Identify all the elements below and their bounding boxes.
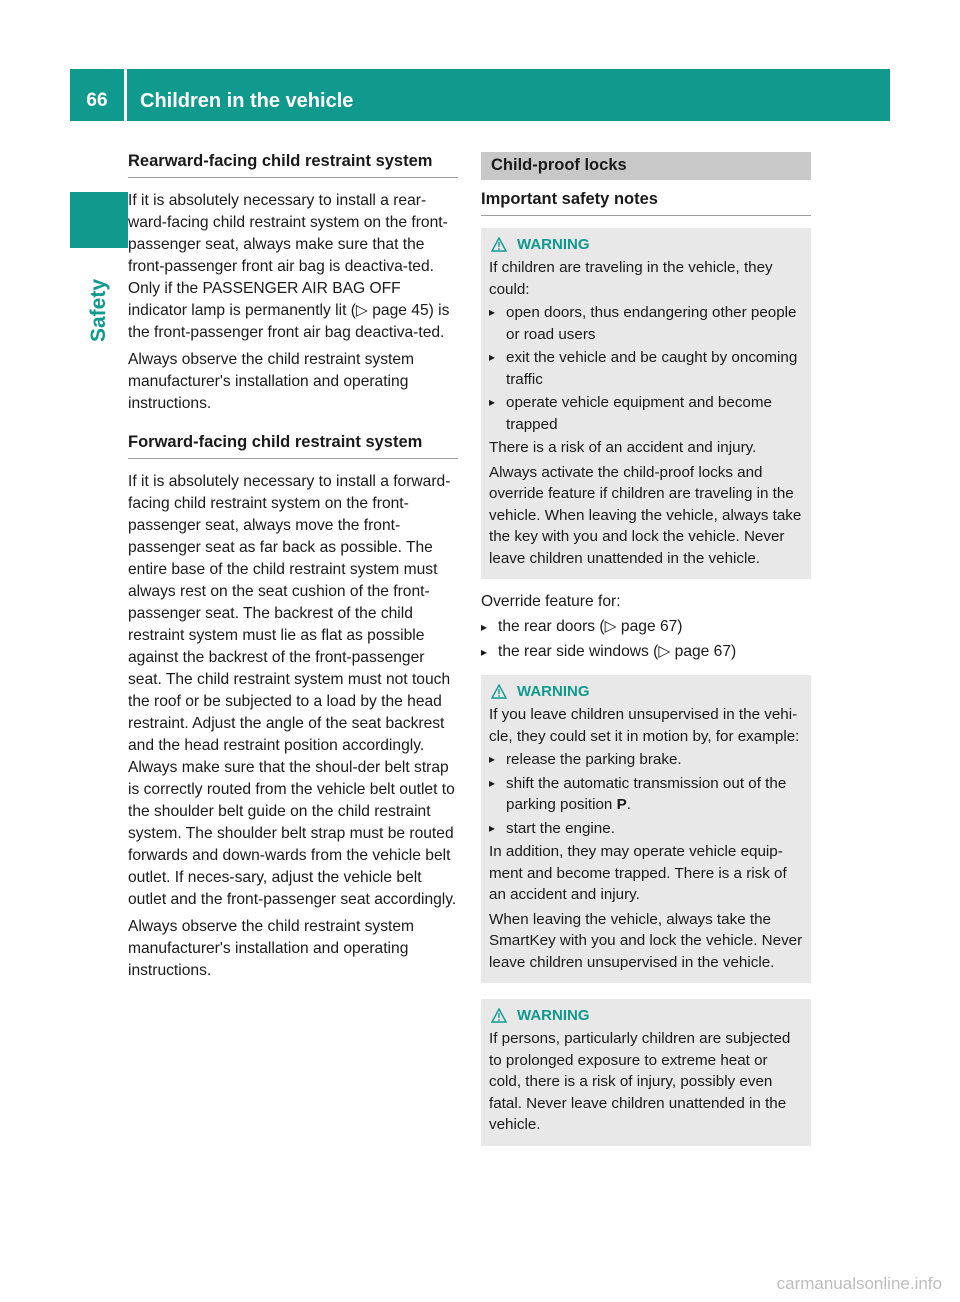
warning-triangle-icon — [491, 237, 507, 252]
warning-header — [491, 236, 803, 253]
list-item: ▸ the rear doors (▷ page 67) — [481, 618, 683, 635]
forward-heading: Forward-facing child restraint system — [128, 433, 458, 459]
warning-label: WARNING — [517, 236, 590, 253]
warning-box-1 — [481, 228, 811, 579]
warning-1-intro: If children are traveling in the vehicle, they could: — [489, 259, 773, 298]
section-title-bar: Child-proof locks — [481, 152, 811, 180]
list-item: ▸ operate vehicle equipment and become trapped — [489, 394, 772, 433]
side-tab-block — [70, 192, 128, 248]
watermark: carmanualsonline.info — [776, 1274, 942, 1293]
warning-1-risk: There is a risk of an accident and injury. — [489, 439, 757, 456]
rearward-paragraph-2: Always observe the child restraint system manufacturer's installation and operating instructions. — [128, 351, 414, 412]
page-number: 66 — [86, 90, 108, 111]
rearward-paragraph-1: If it is absolutely necessary to install a rear-ward-facing child restraint system on the front-passenger seat, always make sure that the front-passenger front air bag is deactiva-ted. Only if the PASSENGER AIR BAG OFF indicator lamp is permanently lit (▷ page 45) is the front-passenger front air bag deactiva-ted. — [128, 192, 450, 341]
subheading: Important safety notes — [481, 190, 811, 216]
warning-2-list — [489, 749, 803, 839]
warning-2-risk: In addition, they may operate vehicle equip-ment and become trapped. There is a risk of an accident and injury. — [489, 843, 787, 903]
warning-triangle-icon — [491, 684, 507, 699]
list-item: ▸ shift the automatic transmission out of the parking position P. — [489, 774, 787, 813]
rearward-heading: Rearward-facing child restraint system — [128, 152, 458, 178]
list-item: ▸ release the parking brake. — [489, 751, 682, 768]
list-item: ▸ the rear side windows (▷ page 67) — [481, 643, 737, 660]
list-item: ▸ open doors, thus endangering other people or road users — [489, 304, 797, 343]
forward-paragraph-1: If it is absolutely necessary to install a forward-facing child restraint system on the front-passenger seat, always move the front-passenger seat as far back as possible. The entire base of the child restraint system must always rest on the seat cushion of the front-passenger seat. The backrest of the child restraint system must lie as flat as possible against the backrest of the front-passenger seat. The child restraint system must not touch the roof or be subjected to a load by the head restraint. Adjust the angle of the seat backrest and the head restraint position accordingly. Always make sure that the shoul-der belt strap is correctly routed from the vehicle belt outlet to the shoulder belt guide on the child restraint system. The shoulder belt strap must be routed forwards and down-wards from the vehicle belt outlet. If neces-sary, adjust the vehicle belt outlet and the front-passenger seat accordingly. — [128, 473, 457, 908]
header-divider — [124, 69, 127, 121]
override-intro: Override feature for: — [481, 593, 621, 610]
right-column — [481, 152, 811, 1146]
left-column — [128, 152, 458, 982]
warning-box-2 — [481, 675, 811, 983]
chapter-title: Children in the vehicle — [140, 90, 354, 112]
warning-2-advice: When leaving the vehicle, always take the SmartKey with you and lock the vehicle. Never leave children unsupervised in the vehicle. — [489, 910, 803, 971]
warning-header — [491, 1007, 803, 1024]
warning-label: WARNING — [517, 683, 590, 700]
side-tab-label: Safety — [87, 278, 110, 342]
warning-triangle-icon — [491, 1008, 507, 1023]
warning-1-list — [489, 302, 803, 435]
warning-3-text: If persons, particularly children are subjected to prolonged exposure to extreme heat or cold, there is a risk of injury, possibly even fatal. Never leave children unattended in the vehicle. — [489, 1030, 791, 1133]
forward-paragraph-2: Always observe the child restraint system manufacturer's installation and operating instructions. — [128, 918, 414, 979]
warning-label: WARNING — [517, 1007, 590, 1024]
warning-1-advice: Always activate the child-proof locks and override feature if children are traveling in the vehicle. When leaving the vehicle, always take the key with you and lock the vehicle. Never leave children unattended in the vehicle. — [489, 463, 802, 567]
list-item: ▸ exit the vehicle and be caught by oncoming traffic — [489, 349, 798, 388]
list-item: ▸ start the engine. — [489, 819, 615, 837]
warning-2-intro: If you leave children unsupervised in the vehi-cle, they could set it in motion by, for example: — [489, 706, 800, 745]
warning-box-3 — [481, 999, 811, 1146]
warning-header — [491, 683, 803, 700]
override-list — [481, 616, 811, 663]
